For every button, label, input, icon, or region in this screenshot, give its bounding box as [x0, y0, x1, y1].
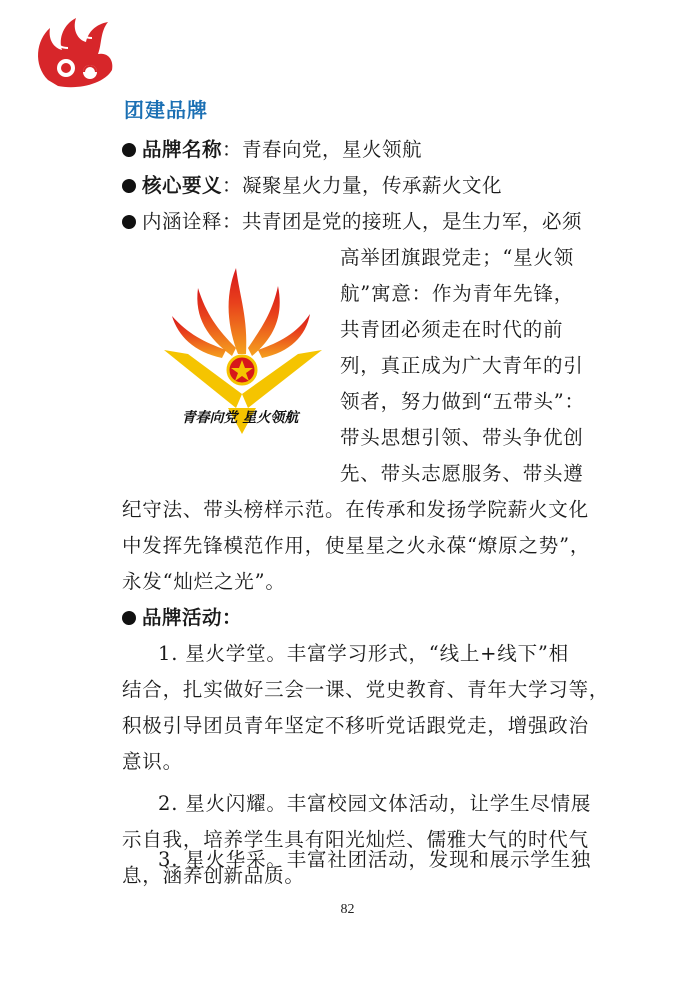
bullet-icon	[122, 179, 136, 193]
section-title: 团建品牌	[124, 98, 208, 122]
activity-1-line: 结合，扎实做好三会一课、党史教育、青年大学习等，	[122, 678, 610, 701]
core-meaning-row	[122, 168, 502, 204]
connotation-line: 永发“灿烂之光”。	[122, 570, 286, 593]
core-meaning-value: ：凝聚星火力量，传承薪火文化	[222, 174, 503, 197]
connotation-label: 内涵诠释	[142, 210, 223, 233]
activities-label: 品牌活动：	[142, 606, 243, 629]
flame-star-emblem-icon	[158, 258, 328, 438]
connotation-line: ：共青团是党的接班人，是生力军，必须	[222, 210, 583, 233]
activity-3-line: 3. 星火华采。丰富社团活动，发现和展示学生独	[158, 848, 592, 871]
activity-1-line: 意识。	[122, 750, 183, 773]
bullet-icon	[122, 143, 136, 157]
connotation-line: 带头思想引领、带头争优创	[340, 426, 584, 449]
activity-2-line: 2. 星火闪耀。丰富校园文体活动，让学生尽情展	[158, 792, 592, 815]
connotation-line: 先、带头志愿服务、带头遵	[340, 462, 584, 485]
brand-name-value: ：青春向党，星火领航	[222, 138, 423, 161]
activity-1-line: 1. 星火学堂。丰富学习形式，“线上+线下”相	[158, 642, 569, 665]
activities-row	[122, 600, 242, 636]
activity-2-line: 示自我，培养学生具有阳光灿烂、儒雅大气的时代气	[122, 828, 589, 851]
bullet-icon	[122, 611, 136, 625]
brand-name-label: 品牌名称	[142, 138, 223, 161]
connotation-line: 航”寓意：作为青年先锋，	[340, 282, 575, 305]
connotation-line: 纪守法、带头榜样示范。在传承和发扬学院薪火文化	[122, 498, 589, 521]
connotation-line: 列，真正成为广大青年的引	[340, 354, 584, 377]
activity-1-line: 积极引导团员青年坚定不移听党话跟党走，增强政治	[122, 714, 589, 737]
connotation-line: 共青团必须走在时代的前	[340, 318, 564, 341]
connotation-row	[122, 204, 582, 240]
connotation-line: 高举团旗跟党走；“星火领	[340, 246, 575, 269]
connotation-line: 中发挥先锋模范作用，使星星之火永葆“燎原之势”，	[122, 534, 591, 557]
logo-caption: 青春向党 星火领航	[181, 410, 299, 426]
connotation-line: 领者，努力做到“五带头”：	[340, 390, 585, 413]
core-meaning-label: 核心要义	[142, 174, 223, 197]
activity-2-line: 息，涵养创新品质。	[122, 864, 305, 887]
page-number: 82	[340, 902, 355, 917]
bullet-icon	[122, 215, 136, 229]
phoenix-logo-icon	[28, 10, 120, 90]
brand-name-row	[122, 132, 422, 168]
